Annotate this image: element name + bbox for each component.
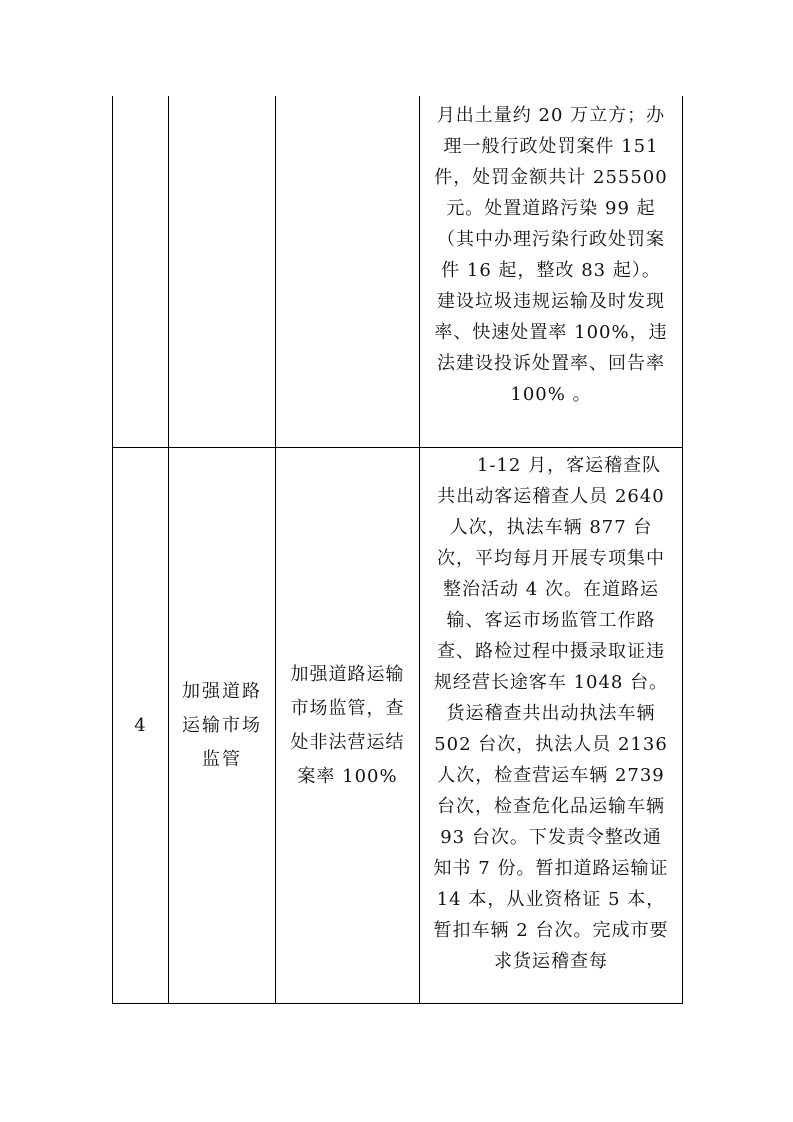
- detail-text: 月出土量约 20 万立方；办理一般行政处罚案件 151 件，处罚金额共计 255500 元。处置道路污染 99 起（其中办理污染行政处罚案件 16 起，整改 83 起）。建设垃圾违规运输及时发现率、快速处置率 100%，违法建设投诉处置率、回告率 100% 。: [434, 105, 668, 405]
- detail-cell: [420, 96, 683, 448]
- table-row: [113, 96, 683, 448]
- task-cell: [169, 448, 276, 1004]
- number-cell: [113, 96, 169, 448]
- detail-cell: [420, 448, 683, 1004]
- row-number: 4: [134, 715, 147, 736]
- table-row: [113, 448, 683, 1004]
- goal-cell: [276, 448, 420, 1004]
- task-cell: [169, 96, 276, 448]
- detail-text: 1-12 月，客运稽查队共出动客运稽查人员 2640 人次，执法车辆 877 台次，平均每月开展专项集中整治活动 4 次。在道路运输、客运市场监管工作路查、路检过程中摄录取证违规经营长途客车 1048 台。货运稽查共出动执法车辆 502 台次，执法人员 2136 人次，检查营运车辆 2739 台次，检查危化品运输车辆 93 台次。下发责令整改通知书 7 份。暂扣道路运输证 14 本，从业资格证 5 本，暂扣车辆 2 台次。完成市要求货运稽查每: [433, 455, 669, 972]
- goal-text: 加强道路运输市场监管，查处非法营运结案率 100%: [290, 663, 405, 787]
- work-report-table: [112, 96, 683, 1004]
- goal-cell: [276, 96, 420, 448]
- number-cell: [113, 448, 169, 1004]
- task-text: 加强道路运输市场监管: [182, 680, 262, 770]
